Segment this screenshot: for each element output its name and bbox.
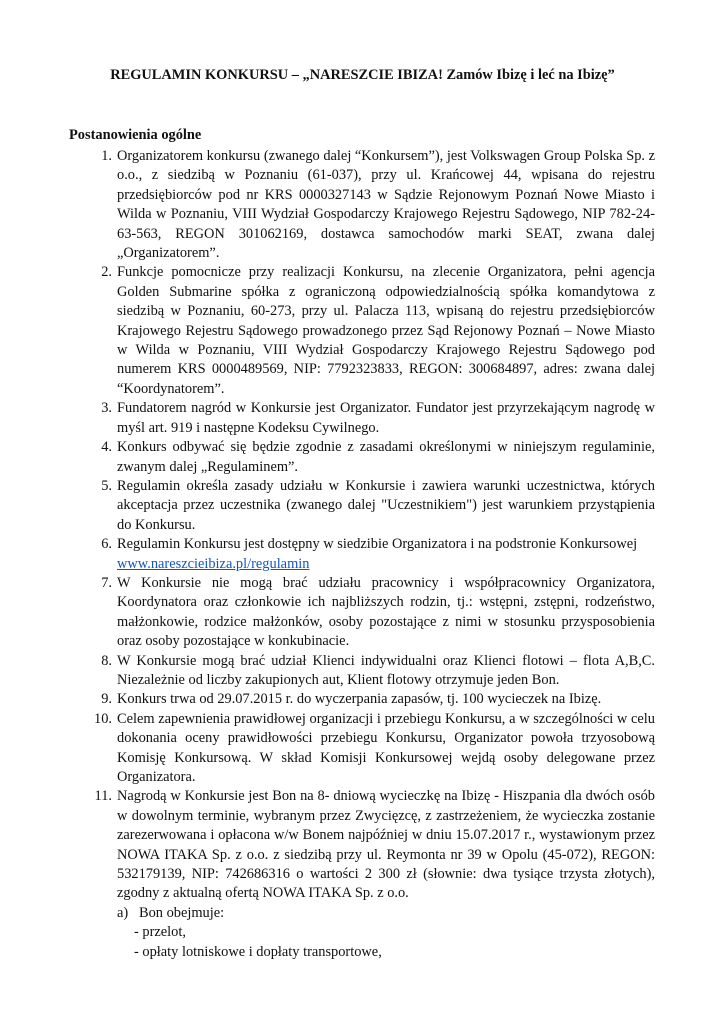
rule-text: W Konkursie nie mogą brać udziału pracownicy i współpracownicy Organizatora, Koordynatora oraz członkowie ich najbliższych rodzin, tj.: wstępni, zstępni, rodzeństwo, małżonkowie, rodzice małżonków, osoby pozostające z nimi w stosunku przysposobienia oraz osoby pozostające w konkubinacie. [117, 574, 655, 650]
subpoint-bullet: - opłaty lotniskowe i dopłaty transportowe, [134, 943, 382, 960]
rule-number: 10. [94, 710, 112, 727]
rule-number: 5. [101, 477, 112, 494]
rule-text: Regulamin określa zasady udziału w Konkursie i zawiera warunki uczestnictwa, których akceptacja przez uczestnika (zwanego dalej "Uczestnikiem") jest warunkiem przystąpienia do Konkursu. [117, 477, 655, 533]
rule-item [0, 710, 725, 788]
rule-text: Nagrodą w Konkursie jest Bon na 8- dniową wycieczkę na Ibizę - Hiszpania dla dwóch osób w dowolnym terminie, wybranym przez Zwycięzcę, z zastrzeżeniem, że wycieczka zostanie zarezerwowana i opłacona w/w Bonem najpóźniej w dniu 15.07.2017 r., wystawionym przez NOWA ITAKA Sp. z o.o. z siedzibą przy ul. Reymonta nr 39 w Opolu (45-072), REGON: 532179139, NIP: 742686316 o wartości 2 300 zł (słownie: dwa tysiące trzysta złotych), zgodny z aktualną ofertą NOWA ITAKA Sp. z o.o. [117, 788, 655, 902]
rule-text: Konkurs odbywać się będzie zgodnie z zasadami określonymi w niniejszym regulaminie, zwanym dalej „Regulaminem”. [117, 439, 655, 475]
rule-item [0, 652, 725, 691]
subpoint-letter: a) [117, 904, 129, 921]
rule-number: 6. [101, 536, 112, 553]
rule-item [0, 574, 725, 652]
rule-number: 9. [101, 691, 112, 708]
rule-number: 7. [101, 574, 112, 591]
rule-number: 1. [101, 148, 112, 164]
rule-text: Funkcje pomocnicze przy realizacji Konkursu, na zlecenie Organizatora, pełni agencja Golden Submarine spółka z ograniczoną odpowiedzialnością spółka komandytowa z siedzibą w Poznaniu, 60-273, przy ul. Palacza 113, wpisaną do rejestru przedsiębiorców Krajowego Rejestru Sądowego prowadzonego przez Sąd Rejonowy Poznań – Nowe Miasto w Wilda w Poznaniu, VIII Wydział Gospodarczy Krajowego Rejestru Sądowego pod numerem KRS 0000489569, NIP: 7792323833, REGON: 300684897, adres: zwana dalej “Koordynatorem”. [117, 264, 655, 397]
rule-item [0, 535, 725, 574]
rule-number: 11. [94, 788, 112, 805]
rules-list [0, 147, 725, 962]
rule-number: 2. [101, 264, 112, 281]
rule-item [0, 787, 725, 962]
rule-item [0, 263, 725, 399]
rule-item [0, 438, 725, 477]
rule-text: W Konkursie mogą brać udział Klienci indywidualni oraz Klienci flotowi – flota A,B,C. Niezależnie od liczby zakupionych aut, Klient flotowy otrzymuje jeden Bon. [117, 652, 655, 688]
rule-text: Organizatorem konkursu (zwanego dalej “Konkursem”), jest Volkswagen Group Polska Sp. z o.o., z siedzibą w Poznaniu (61-037), przy ul. Krańcowej 44, wpisana do rejestru przedsiębiorców pod nr KRS 0000327143 w Sądzie Rejonowym Poznań Nowe Miasto i Wilda w Poznaniu, VIII Wydział Gospodarczy Krajowego Rejestru Sądowego, NIP 782-24-63-563, REGON 301062169, dostawca samochodów marki SEAT, zwana dalej „Organizatorem”. [117, 148, 655, 262]
rule-text: Celem zapewnienia prawidłowej organizacji i przebiegu Konkursu, a w szczególności w celu dokonania oceny prawidłowości przebiegu Konkursu, Organizator powoła trzyosobową Komisję Konkursową. W skład Komisji Konkursowej wejdą osoby delegowane przez Organizatora. [117, 710, 655, 785]
subpoint-text: Bon obejmuje: [139, 904, 225, 921]
rule-item [0, 690, 725, 709]
subpoint [117, 904, 655, 923]
section-heading: Postanowienia ogólne [69, 127, 202, 143]
rule-item [0, 477, 725, 535]
rule-text: Konkurs trwa od 29.07.2015 r. do wyczerpania zapasów, tj. 100 wycieczek na Ibizę. [117, 691, 602, 708]
rule-number: 3. [101, 400, 112, 417]
regulations-link[interactable]: www.nareszcieibiza.pl/regulamin [117, 555, 310, 572]
subpoint-bullet: - przelot, [134, 924, 186, 941]
rule-item [0, 399, 725, 438]
rule-number: 4. [101, 439, 112, 456]
document-title: REGULAMIN KONKURSU – „NARESZCIE IBIZA! Zamów Ibizę i leć na Ibizę” [110, 67, 615, 83]
rule-text: Fundatorem nagród w Konkursie jest Organizator. Fundator jest przyrzekającym nagrodę w myśl art. 919 i następne Kodeksu Cywilnego. [117, 400, 655, 436]
rule-text: Regulamin Konkursu jest dostępny w siedzibie Organizatora i na podstronie Konkursowej [117, 536, 638, 553]
rule-item [0, 147, 725, 263]
rule-number: 8. [101, 652, 112, 669]
